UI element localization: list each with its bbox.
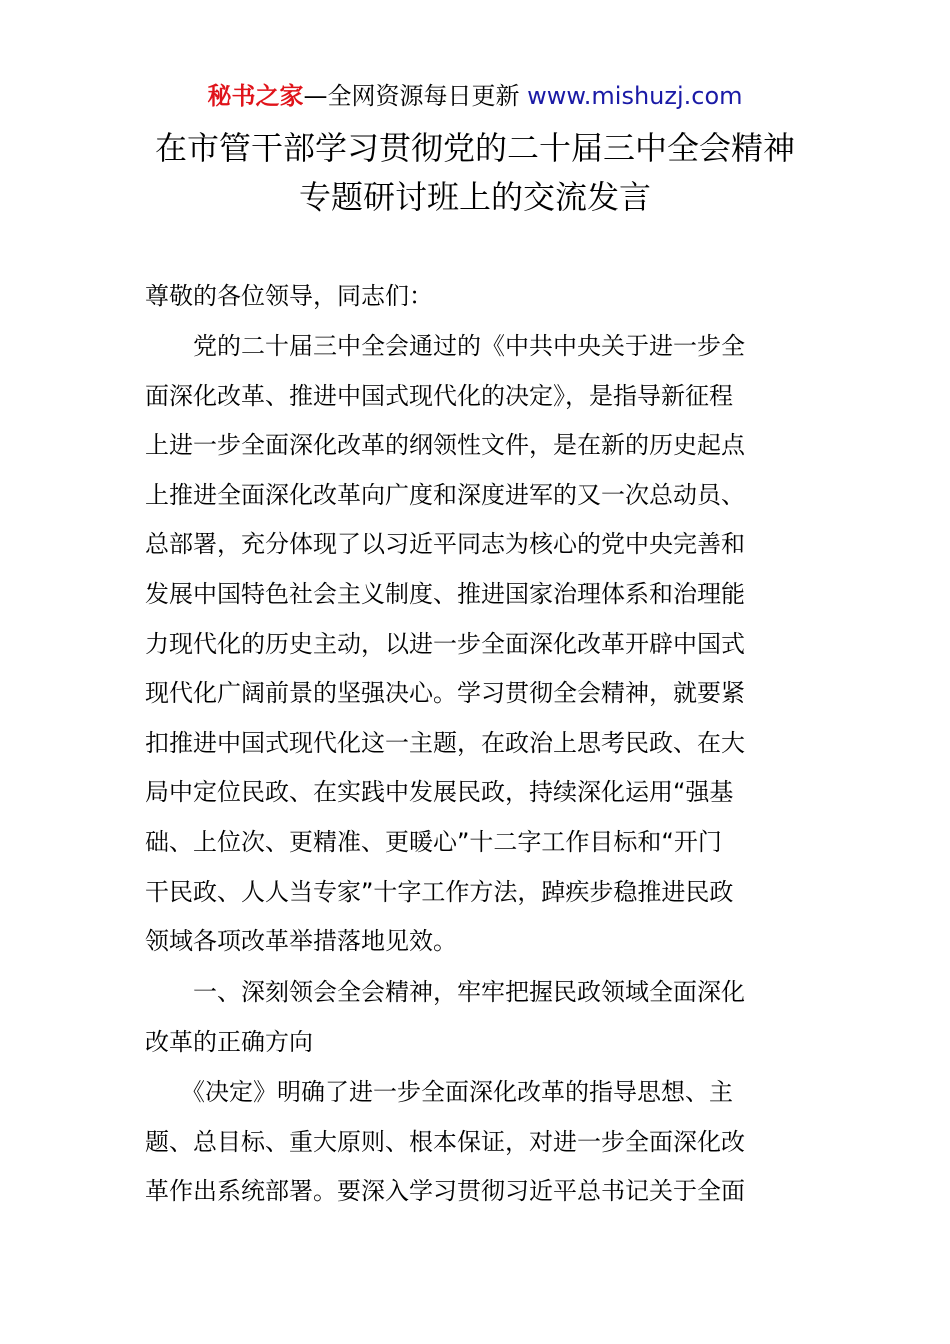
paragraph-line: 《决定》明确了进一步全面深化改革的指导思想、主 (145, 1078, 733, 1106)
paragraph-line: 发展中国特色社会主义制度、推进国家治理体系和治理能 (145, 579, 745, 608)
paragraph-line: 总部署，充分体现了以习近平同志为核心的党中央完善和 (145, 530, 745, 559)
paragraph-line: 力现代化的历史主动，以进一步全面深化改革开辟中国式 (145, 629, 745, 658)
heading-line: 改革的正确方向 (145, 1027, 313, 1056)
brand-name: 秘书之家 (207, 82, 304, 110)
paragraph-line: 面深化改革、推进中国式现代化的决定》，是指导新征程 (145, 381, 733, 410)
paragraph-line: 上推进全面深化改革向广度和深度进军的又一次总动员、 (145, 480, 745, 509)
paragraph-line: 题、总目标、重大原则、根本保证，对进一步全面深化改 (145, 1127, 745, 1156)
paragraph-intro (145, 322, 810, 967)
salutation: 尊敬的各位领导，同志们： (145, 282, 433, 310)
paragraph-line: 党的二十届三中全会通过的《中共中央关于进一步全 (145, 332, 745, 360)
paragraph-line: 础、上位次、更精准、更暖心”十二字工作目标和“开门 (145, 827, 722, 856)
paragraph-line: 局中定位民政、在实践中发展民政，持续深化运用“强基 (145, 778, 734, 807)
paragraph-line: 革作出系统部署。要深入学习贯彻习近平总书记关于全面 (145, 1177, 745, 1206)
header-tagline: —全网资源每日更新 (303, 82, 528, 110)
document-title-line-2: 专题研讨班上的交流发言 (298, 178, 651, 216)
site-url[interactable]: www.mishuzj.com (527, 82, 743, 110)
paragraph-decision (145, 1068, 810, 1217)
site-header (0, 80, 950, 112)
paragraph-line: 现代化广阔前景的坚强决心。学习贯彻全会精神，就要紧 (145, 679, 745, 708)
section-heading-1 (145, 968, 810, 1067)
heading-line: 一、深刻领会全会精神，牢牢把握民政领域全面深化 (145, 978, 745, 1006)
paragraph-line: 扣推进中国式现代化这一主题，在政治上思考民政、在大 (145, 728, 745, 757)
paragraph-line: 领域各项改革举措落地见效。 (145, 927, 457, 956)
paragraph-line: 干民政、人人当专家”十字工作方法，踔疾步稳推进民政 (145, 877, 734, 906)
paragraph-line: 上进一步全面深化改革的纲领性文件，是在新的历史起点 (145, 431, 745, 460)
document-title-line-1: 在市管干部学习贯彻党的二十届三中全会精神 (154, 129, 795, 167)
